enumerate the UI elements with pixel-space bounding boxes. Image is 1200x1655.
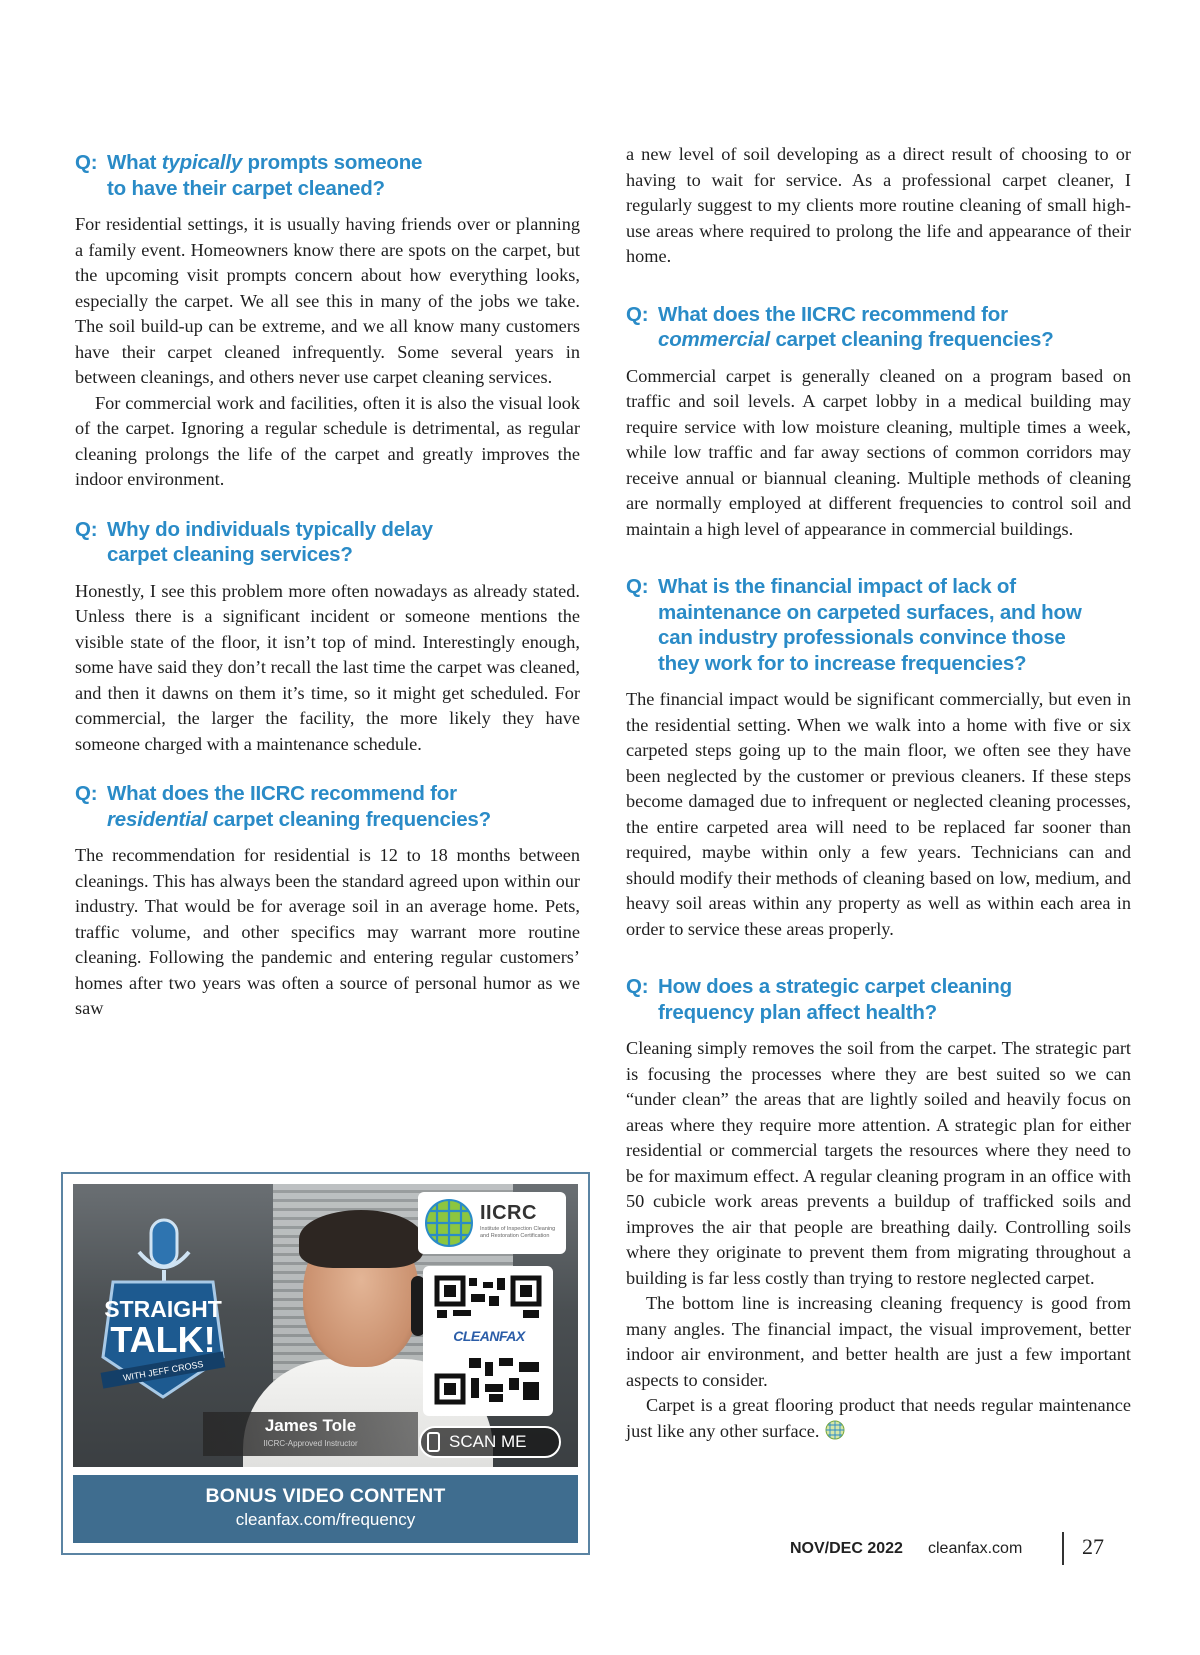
presenter-name: James Tole — [264, 1416, 357, 1435]
answer-paragraph: Cleaning simply removes the soil from the carpet. The strategic part is focusing the processes where they are best suited so we can “under clean” the areas that are lightly soiled and heavily focus on areas where they require more attention. A strategic plan for either residential or commercial targets the resources where they need to be for maximum effect. A regular cleaning program in an office with 50 cubicle work areas prevents a buildup of trafficked soils and improves the air that people are breathing daily. Controlling soils where they originate to prevent them from migrating throughout a building is far less costly than trying to restore neglected carpet. — [626, 1038, 1131, 1288]
q-label: Q: — [75, 151, 98, 174]
answer-paragraph: The bottom line is increasing cleaning frequency is good from many angles. The financial impact, the visual improvement, better indoor air environment, and better health are just a few important aspects to consider. — [626, 1293, 1131, 1390]
right-column — [626, 142, 1131, 1444]
svg-text:WITH JEFF CROSS: WITH JEFF CROSS — [122, 1358, 205, 1383]
question-heading: Q: What does the IICRC recommend for commercial carpet cleaning frequencies? — [626, 302, 1054, 351]
answer-paragraph: The recommendation for residential is 12 to 18 months between cleanings. This has always been the standard agreed upon within our industry. That would be for average soil in an average home. Pets, traffic volume, and other specifics may warrant more routine cleaning. Following the pandemic and entering regular customers’ homes after two years was often a source of personal humor as we saw — [75, 845, 580, 1018]
answer-paragraph: For residential settings, it is usually having friends over or planning a family event. Homeowners know there are spots on the carpet, but the upcoming visit prompts concern about how everything looks, especially the carpet. We all see this in many of the jobs we take. The soil build-up can be extreme, and we all know many customers have their carpet cleaned infrequently. Some several years in between cleanings, and others never use carpet cleaning services. — [75, 214, 580, 387]
page-number: 27 — [1082, 1534, 1104, 1559]
video-thumbnail[interactable] — [73, 1184, 578, 1467]
presenter-name-bar — [203, 1412, 418, 1456]
bonus-title: BONUS VIDEO CONTENT — [205, 1485, 446, 1507]
iicrc-globe-icon — [424, 1198, 474, 1248]
globe-end-icon — [825, 1420, 845, 1440]
qr-code[interactable]: CLEANFAX — [423, 1266, 553, 1416]
phone-icon — [427, 1432, 440, 1452]
footer-divider — [1062, 1532, 1064, 1565]
answer-paragraph: Commercial carpet is generally cleaned on a program based on traffic and soil levels. A carpet lobby in a medical building may require service with low moisture cleaning, multiple times a week, while low traffic and far away sections of common corridors may receive annual or biannual cleaning. Multiple methods of cleaning are normally employed at different frequencies to control soil and maintain a high level of appearance in commercial buildings. — [626, 365, 1131, 539]
svg-text:TALK!: TALK! — [110, 1319, 216, 1360]
question-heading: Q: What is the financial impact of lack of maintenance on carpeted surfaces, and how can industry professionals convince those they work for to increase frequencies? — [626, 575, 1082, 675]
answer-paragraph: The financial impact would be significant commercially, but even in the residential setting. When we walk into a home with five or six carpeted steps going up to the main floor, we often see they have been neglected by the customer or previous cleaners. If these steps become damaged due to infrequent or neglected cleaning processes, the entire carpeted area will need to be replaced far sooner than required, maybe within only a few years. Technicians can and should modify their methods of cleaning based on low, medium, and heavy soil areas within any property as well as within each area in order to service these areas properly. — [626, 689, 1131, 939]
question-heading: Q: What does the IICRC recommend for residential carpet cleaning frequencies? — [75, 782, 491, 831]
bonus-url[interactable]: cleanfax.com/frequency — [235, 1510, 416, 1529]
bonus-video-box[interactable] — [61, 1172, 590, 1555]
presenter-title: IICRC-Approved Instructor — [263, 1439, 358, 1448]
svg-text:STRAIGHT: STRAIGHT — [104, 1296, 222, 1322]
question-heading: Q: Why do individuals typically delay carpet cleaning services? — [75, 517, 433, 566]
issue-date: NOV/DEC 2022 — [790, 1540, 903, 1557]
left-column — [75, 150, 580, 1022]
question-text: What typically prompts someone to have their carpet cleaned? — [107, 151, 423, 200]
page-footer — [790, 1532, 1126, 1572]
straight-talk-logo — [83, 1212, 243, 1422]
site-name: cleanfax.com — [928, 1540, 1023, 1557]
answer-paragraph: Carpet is a great flooring product that needs regular maintenance just like any other surface. — [626, 1395, 1131, 1441]
iicrc-logo: IICRC Institute of Inspection Cleaning and Restoration Certification — [418, 1192, 566, 1254]
answer-paragraph: Honestly, I see this problem more often nowadays as already stated. Unless there is a significant incident or someone mentions the visible state of the floor, it isn’t top of mind. Interestingly enough, some have said they don’t recall the last time the carpet was cleaned, and then it dawns on them it’s time, so it might get scheduled. For commercial, the larger the facility, the more likely they have someone charged with a maintenance schedule. — [75, 580, 580, 754]
question-heading — [75, 150, 580, 201]
answer-paragraph: For commercial work and facilities, often it is also the visual look of the carpet. Ignoring a regular schedule is detrimental, as regular cleaning prolongs the life of the carpet and greatly improves the indoor environment. — [75, 392, 580, 489]
question-heading: Q: How does a strategic carpet cleaning frequency plan affect health? — [626, 975, 1012, 1024]
scan-me-button[interactable]: SCAN ME — [419, 1426, 561, 1458]
presenter-hair — [299, 1210, 423, 1268]
bonus-video-link[interactable] — [73, 1475, 578, 1543]
answer-paragraph: a new level of soil developing as a direct result of choosing to or having to wait for service. As a professional carpet cleaner, I regularly suggest to my clients more routine cleaning of small high-use areas where required to prolong the life and appearance of their home. — [626, 144, 1131, 266]
